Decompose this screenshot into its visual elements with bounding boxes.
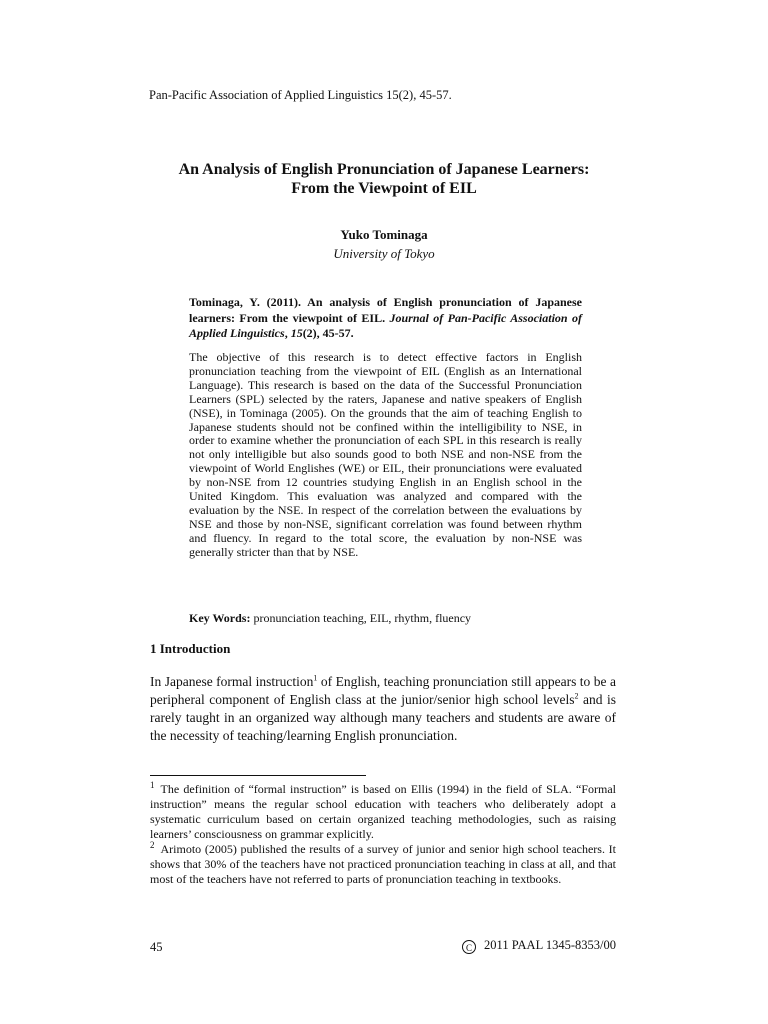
abstract: The objective of this research is to detect effective factors in English pronunciation teaching from the viewpoint of EIL (English as an International Language). This research is based on the data of the Successful Pronunciation Learners (SPL) selected by the raters, Japanese and native speakers of English (NSE), in Tominaga (2005). On the grounds that the aim of teaching English to Japanese students should not be confined within the intelligibility to NSE, in order to examine whether the pronunciation of each SPL in this research is really not only intelligible but also sounds good to both NSE and non-NSE from the viewpoint of World Englishes (WE) or EIL, their pronunciations were evaluated by non-NSE from 12 countries studying English in an English school in the United Kingdom. This evaluation was analyzed and compared with the evaluation by the NSE. In respect of the correlation between the evaluations by NSE and those by non-NSE, significant correlation was found between rhythm and fluency. In regard to the total score, the evaluation by non-NSE was generally stricter than that by NSE. xyxy=(189,350,582,559)
footnote-2 xyxy=(150,842,616,887)
citation-main: Tominaga, Y. (2011). An analysis of English pronunciation of Japanese learners: From the viewpoint of EIL. xyxy=(189,295,582,325)
running-head: Pan-Pacific Association of Applied Linguistics 15(2), 45-57. xyxy=(149,88,452,102)
introduction-paragraph xyxy=(150,673,616,745)
intro-text-c: and is rarely taught in an organized way although many teachers and students are aware of the necessity of teaching/learning English pronunciation. xyxy=(150,692,616,743)
author-affiliation: University of Tokyo xyxy=(333,246,435,261)
intro-text-b: of English, teaching pronunciation still appears to be a peripheral component of English class at the junior/senior high school levels xyxy=(150,674,616,707)
copyright-icon: C xyxy=(462,940,476,954)
title-line-2: From the Viewpoint of EIL xyxy=(291,180,477,197)
copyright xyxy=(462,938,616,954)
title-line-1: An Analysis of English Pronunciation of Japanese Learners: xyxy=(178,161,590,178)
footnote-1 xyxy=(150,782,616,842)
keywords-value: pronunciation teaching, EIL, rhythm, fluency xyxy=(250,611,472,625)
footnote-2-mark: 2 xyxy=(150,840,155,850)
citation-volume: 15 xyxy=(290,326,303,340)
section-heading-introduction: 1 Introduction xyxy=(150,641,231,656)
page-number: 45 xyxy=(150,940,163,954)
footnote-1-text: The definition of “formal instruction” is based on Ellis (1994) in the field of SLA. “Formal instruction” means the regular school education with teachers who deliberately adopt a systematic curriculum based on certain organized teaching methodologies, such as raising learners’ consciousness on grammar explicitly. xyxy=(150,782,616,841)
citation-pages: (2), 45-57. xyxy=(302,326,354,340)
keywords xyxy=(189,611,471,626)
citation xyxy=(189,295,582,342)
author-name: Yuko Tominaga xyxy=(340,227,428,242)
footnote-ref-1[interactable]: 1 xyxy=(313,673,318,683)
footnote-2-text: Arimoto (2005) published the results of a survey of junior and senior high school teachers. It shows that 30% of the teachers have not practiced pronunciation teaching in class at all, and that most of the teachers have not referred to parts of pronunciation teaching in textbooks. xyxy=(150,842,616,886)
keywords-label: Key Words: xyxy=(189,611,251,625)
footnotes xyxy=(150,782,616,887)
paper-title xyxy=(120,160,648,198)
copyright-text: 2011 PAAL 1345-8353/00 xyxy=(484,938,616,952)
footnote-divider xyxy=(150,775,366,776)
intro-text-a: In Japanese formal instruction xyxy=(150,674,314,689)
citation-separator: , xyxy=(284,326,291,340)
footnote-1-mark: 1 xyxy=(150,780,155,790)
footnote-ref-2[interactable]: 2 xyxy=(574,691,579,701)
citation-journal: Journal of Pan-Pacific Association of Applied Linguistics xyxy=(189,310,582,340)
